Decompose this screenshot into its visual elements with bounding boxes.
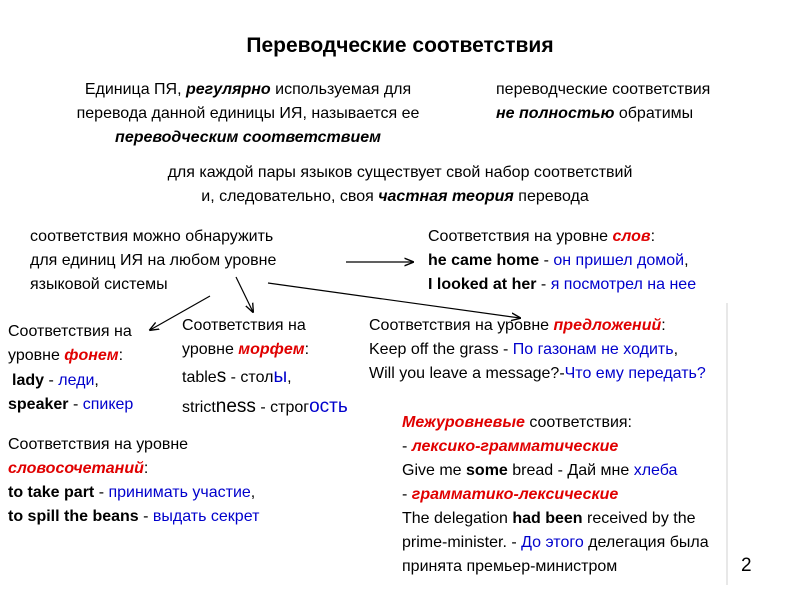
phonemes-example-2: speaker - спикер [8,396,134,413]
phonemes-example-1: lady - леди, [12,372,99,389]
definition-line-1: Единица ПЯ, регулярно используемая для [84,81,412,98]
interlevel-example-2-line-2: prime-minister. - До этого делегация была [402,534,709,551]
page-number: 2 [741,555,752,576]
arrow-to-morphemes [236,277,253,312]
interlevel-example-2-line-1: The delegation had been received by the [402,510,696,527]
theory-line-2: и, следовательно, своя частная теория перевода [201,188,589,205]
theory-line-1: для каждой пары языков существует свой набор соответствий [167,164,633,181]
phrases-heading-2: словосочетаний: [8,460,149,477]
levels-intro-line-2: для единиц ИЯ на любом уровне [30,252,277,269]
phonemes-heading-1: Соответствия на [8,323,132,340]
definition-line-3: переводческим соответствием [115,129,381,146]
interlevel-example-1: Give me some bread - Дай мне хлеба [402,462,678,479]
sentences-heading: Соответствия на уровне предложений: [369,317,666,334]
phrases-heading-1: Соответствия на уровне [8,436,189,453]
words-heading: Соответствия на уровне слов: [428,228,656,245]
interlevel-example-2-line-3: принята премьер-министром [402,558,618,575]
interlevel-item-1: - лексико-грамматические [402,438,619,455]
arrow-to-sentences [268,283,520,318]
interlevel-item-2: - грамматико-лексические [402,486,619,503]
sentences-example-1: Keep off the grass - По газонам не ходить, [369,341,679,358]
morphemes-heading-2: уровне морфем: [182,341,310,358]
interlevel-heading: Межуровневые соответствия: [402,414,632,431]
reversibility-line-2: не полностью обратимы [496,105,694,122]
reversibility-line-1: переводческие соответствия [496,81,711,98]
page-title: Переводческие соответствия [246,34,554,57]
morphemes-heading-1: Соответствия на [182,317,306,334]
phrases-example-1: to take part - принимать участие, [8,484,256,501]
arrow-to-phonemes [150,296,210,330]
levels-intro-line-1: соответствия можно обнаружить [30,228,274,245]
phrases-example-2: to spill the beans - выдать секрет [8,508,260,525]
phonemes-heading-2: уровне фонем: [8,347,124,364]
words-example-1: he came home - он пришел домой, [428,252,689,269]
morphemes-example-2: strictness - строгость [182,396,348,417]
definition-line-2: перевода данной единицы ИЯ, называется ее [76,105,420,122]
sentences-example-2: Will you leave a message?-Что ему передать? [369,365,706,382]
words-example-2: I looked at her - я посмотрел на нее [428,276,697,293]
levels-intro-line-3: языковой системы [30,276,168,293]
morphemes-example-1: tables - столы, [182,366,292,387]
